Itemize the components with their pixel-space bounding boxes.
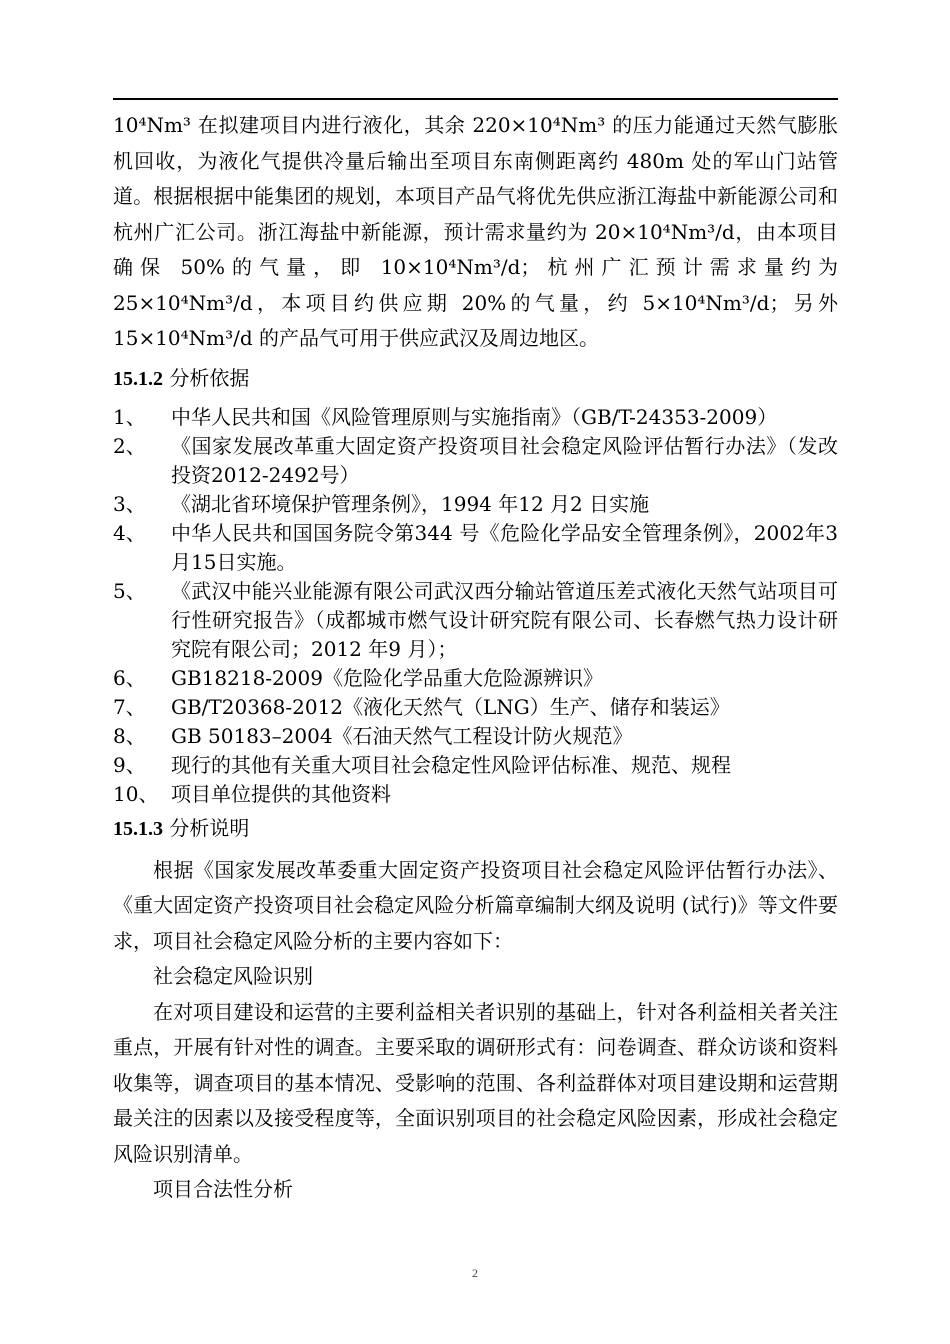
- list-item: 2、 《国家发展改革重大固定资产投资项目社会稳定风险评估暂行办法》（发改投资2012-2492号）: [113, 433, 838, 487]
- list-item: 6、 GB18218-2009《危险化学品重大危险源辨识》: [113, 665, 603, 690]
- risk-identification-paragraph: 在对项目建设和运营的主要利益相关者识别的基础上，针对各利益相关者关注重点，开展有针对性的调查。主要采取的调研形式有：问卷调查、群众访谈和资料收集等，调查项目的基本情况、受影响的范围、各利益群体对项目建设期和运营期最关注的因素以及接受程度等，全面识别项目的社会稳定风险因素，形成社会稳定风险识别清单。: [113, 999, 838, 1166]
- page-content: [113, 108, 838, 1208]
- list-item: 3、 《湖北省环境保护管理条例》，1994 年12 月2 日实施: [113, 491, 650, 516]
- reference-list: [113, 403, 838, 809]
- list-item: 5、 《武汉中能兴业能源有限公司武汉西分输站管道压差式液化天然气站项目可行性研究报告》（成都城市燃气设计研究院有限公司、长春燃气热力设计研究院有限公司；2012 年9 月）；: [113, 578, 838, 661]
- section-title: 分析说明: [169, 815, 250, 840]
- page-number: 2: [472, 1266, 478, 1280]
- list-item: 4、 中华人民共和国国务院令第344 号《危险化学品安全管理条例》，2002年3 月15日实施。: [113, 520, 838, 574]
- section-number: 15.1.2: [113, 367, 163, 390]
- notes-paragraph: 根据《国家发展改革委重大固定资产投资项目社会稳定风险评估暂行办法》、《重大固定资产投资项目社会稳定风险分析篇章编制大纲及说明 (试行)》等文件要求，项目社会稳定风险分析的主要内容如下：: [113, 857, 838, 953]
- section-title: 分析依据: [169, 365, 250, 390]
- list-item: 8、 GB 50183–2004《石油天然气工程设计防火规范》: [113, 723, 633, 748]
- list-item: 1、 中华人民共和国《风险管理原则与实施指南》（GB/T-24353-2009）: [113, 404, 778, 429]
- section-number: 15.1.3: [113, 817, 163, 840]
- section-heading-notes: [113, 811, 838, 847]
- subheading-legality-analysis: 项目合法性分析: [153, 1177, 293, 1201]
- intro-paragraph: 10⁴Nm³ 在拟建项目内进行液化，其余 220×10⁴Nm³ 的压力能通过天然气膨胀机回收，为液化气提供冷量后输出至项目东南侧距离约 480m 处的军山门站管道。根据根据中能集团的规划，本项目产品气将优先供应浙江海盐中新能源公司和杭州广汇公司。浙江海盐中新能源，预计需求量约为 20×10⁴Nm³/d，由本项目确保 50%的气量，即 10×10⁴Nm³/d；杭州广汇预计需求量约为 25×10⁴Nm³/d，本项目约供应期 20%的气量，约 5×10⁴Nm³/d；另外 15×10⁴Nm³/d 的产品气可用于供应武汉及周边地区。: [113, 113, 838, 350]
- list-item: 7、 GB/T20368-2012《液化天然气（LNG）生产、储存和装运》: [113, 694, 730, 719]
- section-heading-basis: [113, 361, 838, 397]
- list-item: 9、 现行的其他有关重大项目社会稳定性风险评估标准、规范、规程: [113, 752, 731, 777]
- list-item: 10、 项目单位提供的其他资料: [113, 781, 391, 806]
- subheading-risk-identification: 社会稳定风险识别: [153, 964, 313, 988]
- header-rule: [113, 98, 838, 100]
